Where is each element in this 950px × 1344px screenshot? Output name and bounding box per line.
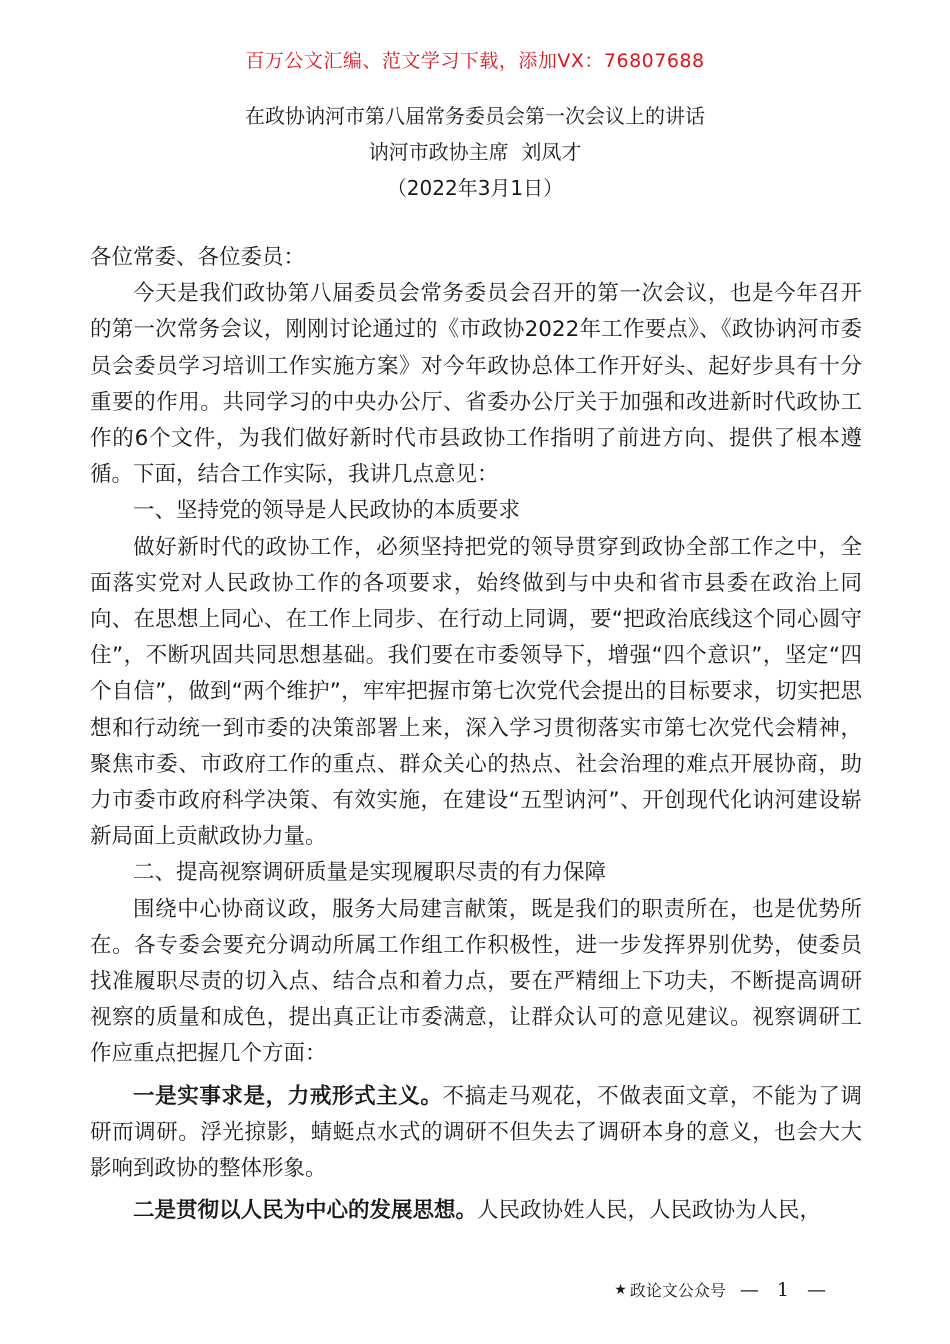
page-number: — 1 — — [739, 1278, 832, 1301]
title-block — [0, 98, 950, 206]
page-footer — [614, 1278, 832, 1301]
section-heading-2: 二、提高视察调研质量是实现履职尽责的有力保障 — [133, 860, 607, 886]
footer-source: 政论文公众号 — [629, 1281, 726, 1300]
speaker-line: 讷河市政协主席 刘凤才 — [368, 140, 582, 164]
point-1-lead: 一是实事求是，力戒形式主义。 — [133, 1083, 443, 1109]
point-2-text: 人民政协姓人民，人民政协为人民， — [477, 1198, 822, 1224]
paragraph-point-1 — [90, 1079, 862, 1188]
star-icon: ★ — [614, 1281, 627, 1298]
paragraph-party-leadership: 做好新时代的政协工作，必须坚持把党的领导贯穿到政协全部工作之中，全面落实党对人民政协工作的各项要求，始终做到与中央和省市县委在政治上同向、在思想上同心、在工作上同步、在行动上同调，要“把政治底线这个同心圆守住”，不断巩固共同思想基础。我们要在市委领导下，增强“四个意识”，坚定“四个自信”，做到“两个维护”，牢牢把握市第七次党代会提出的目标要求，切实把思想和行动统一到市委的决策部署上来，深入学习贯彻落实市第七次党代会精神，聚焦市委、市政府工作的重点、群众关心的热点、社会治理的难点开展协商，助力市委市政府科学决策、有效实施，在建设“五型讷河”、开创现代化讷河建设崭新局面上贡献政协力量。 — [90, 534, 862, 850]
point-1-text: 不搞走马观花，不做表面文章，不能为了调研而调研。浮光掠影，蜻蜓点水式的调研不但失去了调研本身的意义，也会大大影响到政协的整体形象。 — [90, 1083, 862, 1182]
speech-body — [90, 240, 862, 1229]
watermark-banner: 百万公文汇编、范文学习下载，添加VX：76807688 — [245, 50, 705, 72]
speech-title: 在政协讷河市第八届常务委员会第一次会议上的讲话 — [245, 104, 705, 128]
salutation: 各位常委、各位委员： — [90, 245, 306, 270]
paragraph-point-2 — [90, 1193, 862, 1229]
paragraph-intro: 今天是我们政协第八届委员会常务委员会召开的第一次会议，也是今年召开的第一次常务会议，刚刚讨论通过的《市政协2022年工作要点》、《政协讷河市委员会委员学习培训工作实施方案》对今年政协总体工作开好头、起好步具有十分重要的作用。共同学习的中央办公厅、省委办公厅关于加强和改进新时代政协工作的6个文件，为我们做好新时代市县政协工作指明了前进方向、提供了根本遵循。下面，结合工作实际，我讲几点意见： — [90, 281, 862, 488]
paragraph-research-quality: 围绕中心协商议政，服务大局建言献策，既是我们的职责所在，也是优势所在。各专委会要充分调动所属工作组工作积极性，进一步发挥界别优势，使委员找准履职尽责的切入点、结合点和着力点，要在严精细上下功夫，不断提高调研视察的质量和成色，提出真正让市委满意，让群众认可的意见建议。视察调研工作应重点把握几个方面： — [90, 896, 862, 1067]
section-heading-1: 一、坚持党的领导是人民政协的本质要求 — [133, 498, 521, 524]
point-2-lead: 二是贯彻以人民为中心的发展思想。 — [133, 1198, 478, 1224]
speech-date: （2022年3月1日） — [386, 176, 564, 200]
